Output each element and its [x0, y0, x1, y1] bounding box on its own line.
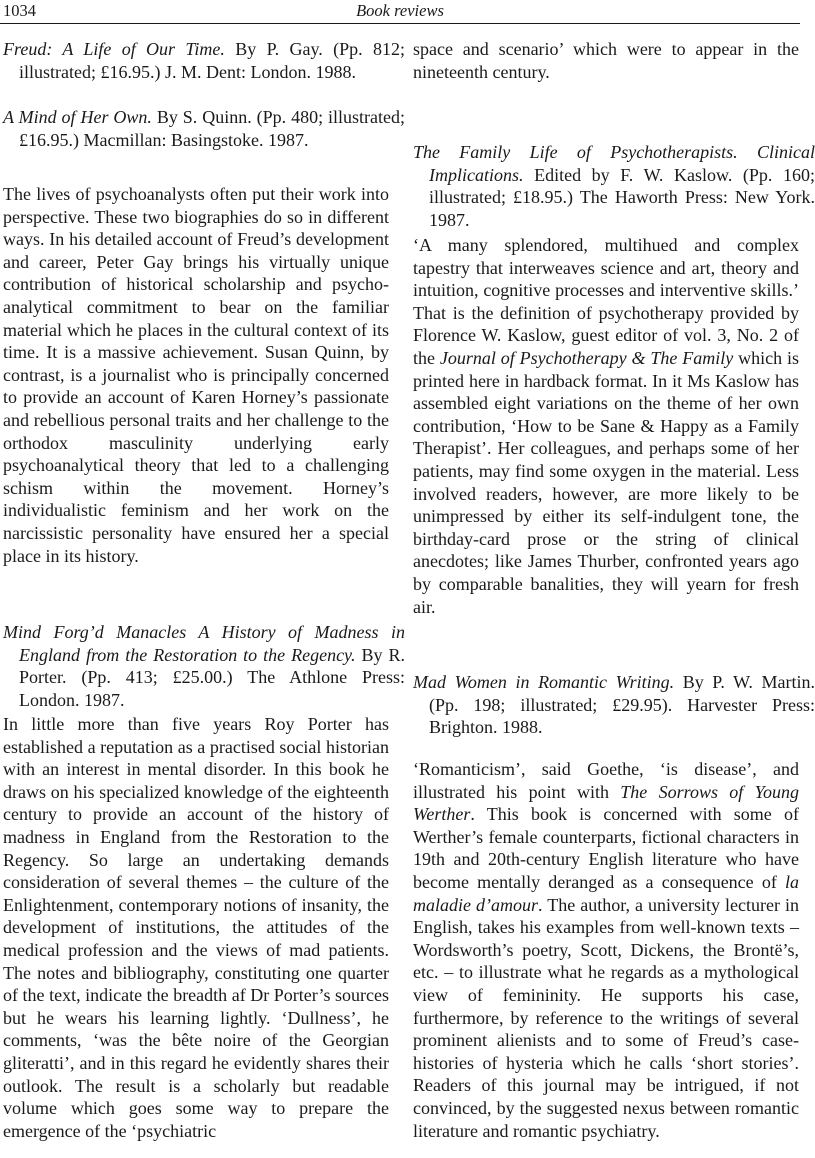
review-text-porter: In little more than five years Roy Porter has established a reputation as a practised social historian with an interest in mental disorder. In this book he draws on his specialized knowledge of the eighteenth century to provide an account of the history of madness in England from the Restoration to the Regency. So large an undertaking demands consideration of several themes – the culture of the Enlightenment, contemporary notions of insanity, the development of institutions, the attitudes of the medical profession and the views of mad patients. The notes and bibliography, constituting one quarter of the text, indicate the breadth af Dr Porter’s sources but he wears his learning lightly. ‘Dullness’, he comments, ‘was the bête noire of the Georgian gliteratti’, and in this regard he evidently shares their outlook. The result is a scholarly but readable volume which goes some way to prepare the emergence of the ‘psychiatric [3, 714, 389, 1141]
page-header [0, 0, 800, 24]
citation-title: Freud: A Life of Our Time. [3, 39, 225, 59]
text-segment: ‘Romanticism’, said Goethe, ‘is disease’, and illustrated his point with [413, 759, 799, 802]
text-segment: ‘A many splendored, multihued and complex tapestry that interweaves science and art, theory and intuition, cognitive processes and interventive skills.’ That is the definition of psychotherapy provided by Florence W. Kaslow, guest editor of vol. 3, No. 2 of the [413, 235, 799, 368]
review-text-kaslow [413, 234, 799, 618]
page-number: 1034 [3, 1, 36, 20]
foreign-phrase: la maladie d’amour [413, 871, 799, 915]
citation-porter [3, 621, 405, 711]
journal-title: Journal of Psychotherapy & The Family [439, 347, 734, 368]
book-title: The Sorrows of Young Werther [413, 781, 799, 825]
citation-title: Mind Forg’d Manacles A History of Madness in England from the Restoration to the Regency. [3, 622, 405, 665]
review-text-porter-continued: space and scenario’ which were to appear in the nineteenth century. [413, 39, 799, 82]
text-segment: . The author, a university lecturer in English, takes his examples from well-known texts – Wordsworth’s poetry, Scott, Dickens, the Brontë’s, etc. – to illustrate what he regards as a mythological view of femininity. He supports his case, furthermore, by reference to the writings of several prominent alienists and to some of Freud’s case-histories of hysteria which he calls ‘short stories’. Readers of this journal may be intrigued, if not convinced, by the suggested nexus between romantic literature and romantic psychiatry. [413, 894, 799, 1141]
running-head: Book reviews [356, 1, 444, 20]
citation-martin [413, 671, 815, 739]
citation-details: By R. Porter. (Pp. 413; £25.00.) The Athlone Press: London. 1987. [19, 644, 405, 710]
citation-quinn [3, 106, 405, 151]
citation-details: By S. Quinn. (Pp. 480; illustrated; £16.95.) Macmillan: Basingstoke. 1987. [19, 107, 405, 150]
citation-kaslow [413, 141, 815, 231]
text-segment: which is printed here in hardback format. In it Ms Kaslow has assembled eight variations on the theme of her own contribution, ‘How to be Sane & Happy as a Family Therapist’. Her colleagues, and perhaps some of her patients, may find some oxygen in the material. Less involved readers, however, are more likely to be unimpressed by either its self-indulgent tone, the birthday-card prose or the string of clinical anecdotes; like James Thurber, confronted years ago by comparable banalities, they will yearn for fresh air. [413, 347, 799, 617]
citation-details: Edited by F. W. Kaslow. (Pp. 160; illustrated; £18.95.) The Haworth Press: New York. 1987. [429, 164, 815, 230]
citation-freud [3, 38, 405, 83]
text-segment: . This book is concerned with some of Werther’s female counterparts, fictional characters in 19th and 20th-century English literature who have become mentally deranged as a consequence of [413, 804, 799, 892]
citation-title: Mad Women in Romantic Writing. [413, 672, 675, 692]
review-text-freud-quinn: The lives of psychoanalysts often put their work into perspective. These two biographies do so in different ways. In his detailed account of Freud’s development and career, Peter Gay brings his virtually unique contribution of historical scholarship and psycho-analytical commitment to bear on the familiar material which he places in the cultural context of its time. It is a massive achievement. Susan Quinn, by contrast, is a journalist who is principally concerned to provide an account of Karen Horney’s passionate and rebellious personal traits and her challenge to the orthodox masculinity underlying early psychoanalytical theory that led to a challenging schism within the movement. Horney’s individualistic feminism and her work on the narcissistic personality have ensured her a special place in its history. [3, 184, 389, 566]
citation-title: The Family Life of Psychotherapists. Clinical Implications. [413, 142, 815, 185]
review-text-martin [413, 758, 799, 1142]
citation-details: By P. W. Martin. (Pp. 198; illustrated; £29.95). Harvester Press: Brighton. 1988. [429, 672, 815, 738]
citation-title: A Mind of Her Own. [3, 107, 152, 127]
citation-details: By P. Gay. (Pp. 812; illustrated; £16.95.) J. M. Dent: London. 1988. [19, 39, 405, 82]
header-rule [0, 23, 800, 24]
